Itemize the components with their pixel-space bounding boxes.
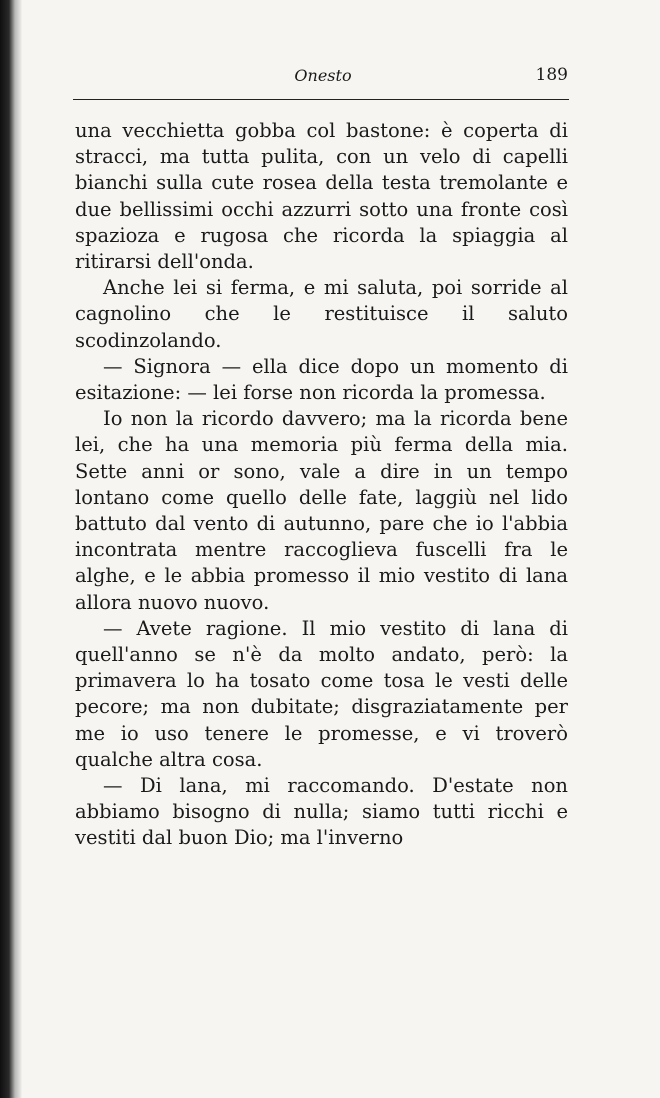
paragraph-dialogue: — Di lana, mi raccomando. D'estate non abbiamo bisogno di nulla; siamo tutti ricchi e vestiti dal buon Dio; ma l'inverno (75, 774, 568, 850)
paragraph-dialogue: — Avete ragione. Il mio vestito di lana di quell'anno se n'è da molto andato, però: la primavera lo ha tosato come tosa le vesti delle pecore; ma non dubitate; disgraziatamente per me io uso tenere le promesse, e vi troverò qualche altra cosa. (75, 616, 568, 771)
page-body (75, 118, 568, 852)
page-number: 189 (535, 65, 568, 85)
header-rule (73, 99, 569, 100)
paragraph-continuation: una vecchietta gobba col bastone: è coperta di stracci, ma tutta pulita, con un velo di capelli bianchi sulla cute rosea della testa tremolante e due bellissimi occhi azzurri sotto una fronte così spazioza e rugosa che ricorda la spiaggia al ritirarsi dell'onda. (75, 119, 568, 274)
paragraph-dialogue: — Signora — ella dice dopo un momento di esitazione: — lei forse non ricorda la promessa. (75, 354, 568, 405)
running-title: Onesto (294, 66, 352, 85)
paragraph: Io non la ricordo davvero; ma la ricorda bene lei, che ha una memoria più ferma della mia. Sette anni or sono, vale a dire in un tempo lontano come quello delle fate, laggiù nel lido battuto dal vento di autunno, pare che io l'abbia incontrata mentre raccoglieva fuscelli fra le alghe, e le abbia promesso il mio vestito di lana allora nuovo nuovo. (75, 407, 568, 614)
book-spine-shadow (0, 0, 22, 1098)
paragraph: Anche lei si ferma, e mi saluta, poi sorride al cagnolino che le restituisce il saluto scodinzolando. (75, 276, 568, 352)
page-header (76, 62, 570, 90)
